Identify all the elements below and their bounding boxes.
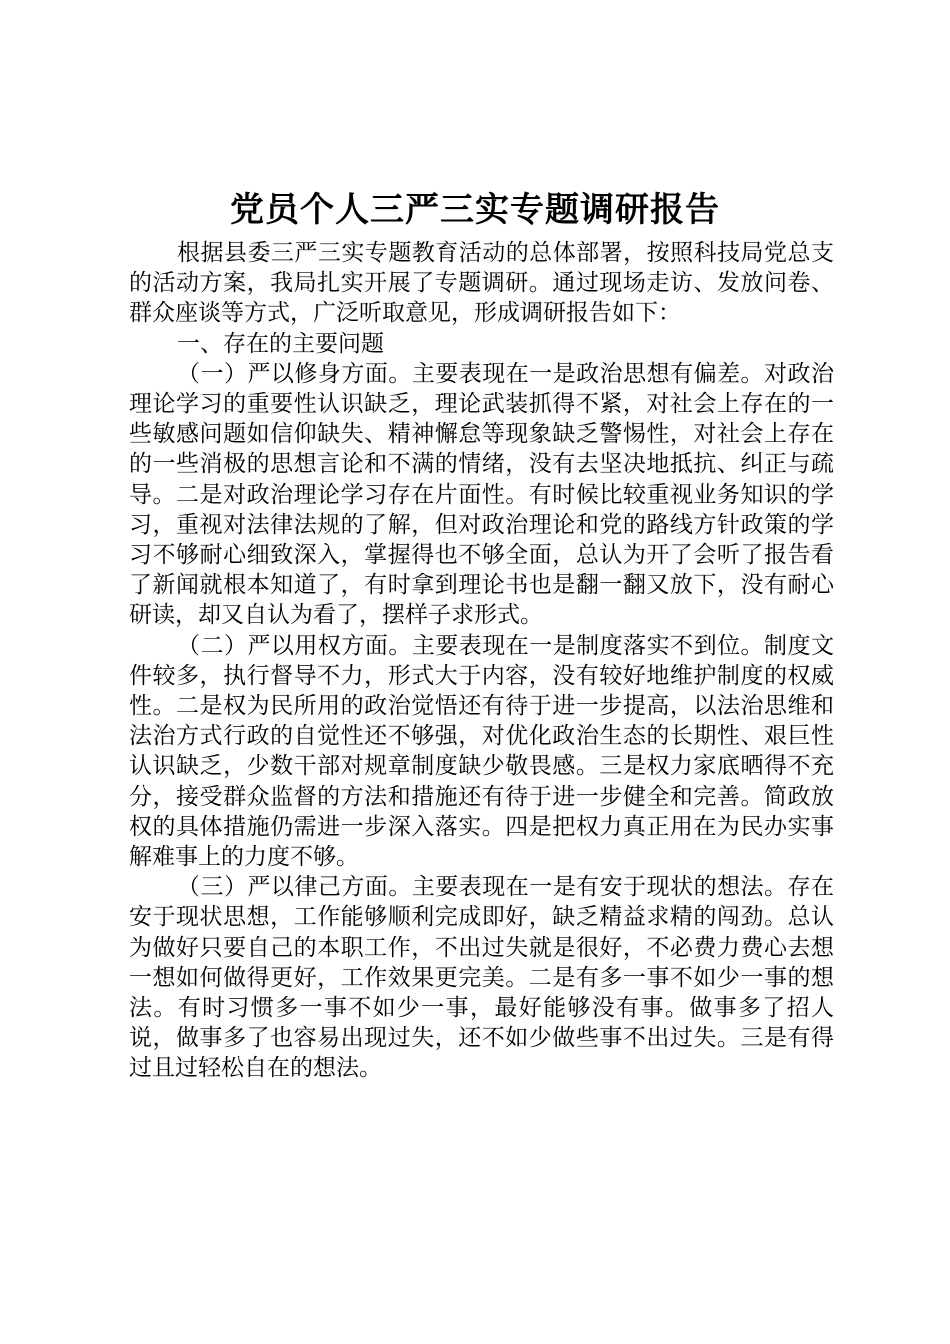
document-title: 党员个人三严三实专题调研报告 (230, 190, 720, 230)
section-heading: 一、存在的主要问题 (177, 330, 384, 357)
paragraph-use-of-power: （二）严以用权方面。主要表现在一是制度落实不到位。制度文件较多，执行督导不力，形式大于内容，没有较好地维护制度的权威性。二是权为民所用的政治觉悟还有待于进一步提高，以法治思维和法治方式行政的自觉性还不够强，对优化政治生态的长期性、艰巨性认识缺乏，少数干部对规章制度缺少敬畏感。三是权力家底晒得不充分，接受群众监督的方法和措施还有待于进一步健全和完善。简政放权的具体措施仍需进一步深入落实。四是把权力真正用在为民办实事解难事上的力度不够。 (129, 632, 834, 871)
intro-paragraph: 根据县委三严三实专题教育活动的总体部署，按照科技局党总支的活动方案，我局扎实开展了专题调研。通过现场走访、发放问卷、群众座谈等方式，广泛听取意见，形成调研报告如下： (129, 240, 834, 327)
paragraph-self-discipline: （三）严以律己方面。主要表现在一是有安于现状的想法。存在安于现状思想，工作能够顺利完成即好，缺乏精益求精的闯劲。总认为做好只要自己的本职工作，不出过失就是很好，不必费力费心去想一想如何做得更好，工作效果更完美。二是有多一事不如少一事的想法。有时习惯多一事不如少一事，最好能够没有事。做事多了招人说，做事多了也容易出现过失，还不如少做些事不出过失。三是有得过且过轻松自在的想法。 (129, 874, 834, 1082)
document-body (129, 238, 834, 1084)
paragraph-self-cultivation: （一）严以修身方面。主要表现在一是政治思想有偏差。对政治理论学习的重要性认识缺乏，理论武装抓得不紧，对社会上存在的一些敏感问题如信仰缺失、精神懈怠等现象缺乏警惕性，对社会上存在的一些消极的思想言论和不满的情绪，没有去坚决地抵抗、纠正与疏导。二是对政治理论学习存在片面性。有时候比较重视业务知识的学习，重视对法律法规的了解，但对政治理论和党的路线方针政策的学习不够耐心细致深入，掌握得也不够全面，总认为开了会听了报告看了新闻就根本知道了，有时拿到理论书也是翻一翻又放下，没有耐心研读，却又自认为看了，摆样子求形式。 (129, 360, 834, 629)
